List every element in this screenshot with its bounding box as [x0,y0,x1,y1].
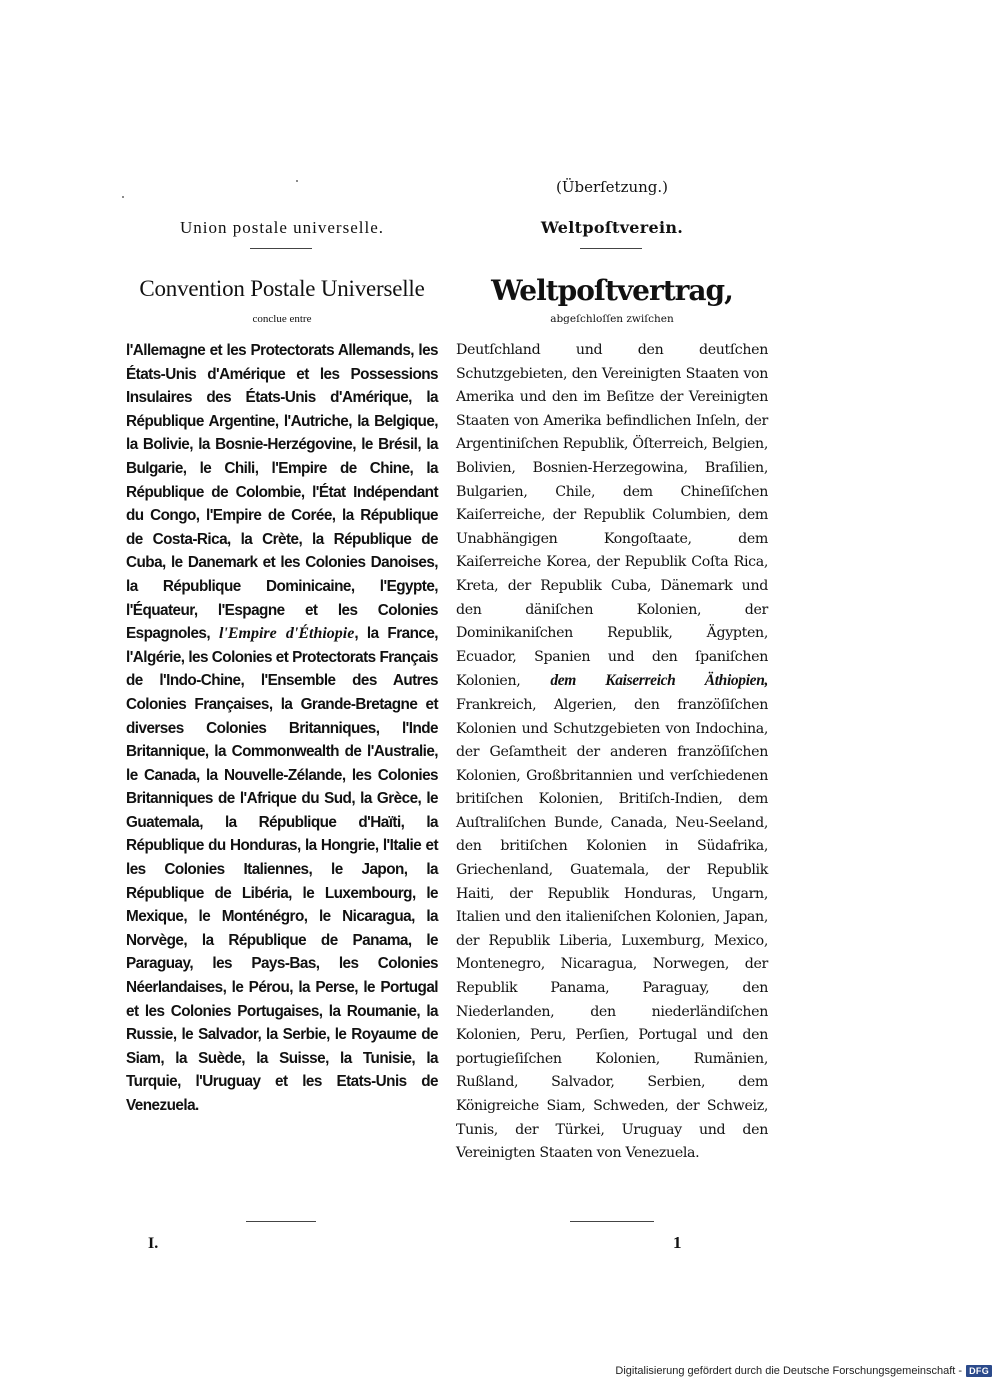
digitization-footer [615,1365,992,1377]
german-page-number: 1 [673,1233,682,1252]
french-body [126,339,438,1118]
german-body [456,339,768,1166]
german-title: Weltpoſtvertrag, [491,274,733,307]
header-divider [250,248,312,249]
footer-credit-text: Digitalisierung gefördert durch die Deutsche Forschungsgemeinschaft - [615,1365,963,1377]
german-body-text-continued: Frankreich, Algerien, den franzöſiſchen Kolonien und Schutzgebieten von Indochina, der Geſamtheit der anderen franzöſiſchen Kolonien, Großbritannien und verſchiedenen britiſchen Kolonien, Britiſch-Indien, dem Auſtraliſchen Bunde, Canada, Neu-Seeland, den britiſchen Kolonien in Südafrika, Griechenland, Guatemala, der Republik Haiti, der Republik Honduras, Ungarn, Italien und den italieniſchen Kolonien, Japan, der Republik Liberia, Luxemburg, Mexico, Montenegro, Nicaragua, Norwegen, der Republik Panama, Paraguay, den Niederlanden, den niederländiſchen Kolonien, Peru, Perſien, Portugal und den portugieſiſchen Kolonien, Rumänien, Rußland, Salvador, Serbien, dem Königreiche Siam, Schweden, der Schweiz, Tunis, der Türkei, Uruguay und den Vereinigten Staaten von Venezuela. [456,696,768,1162]
german-subtitle: abgeſchloſſen zwiſchen [550,313,674,325]
french-body-text: l'Allemagne et les Protectorats Allemands, les États-Unis d'Amérique et les Possessions Insulaires des États-Unis d'Amérique, la République Argentine, l'Autriche, la Belgique, la Bolivie, la Bosnie-Herzégovine, le Brésil, la Bulgarie, le Chili, l'Empire de Chine, la République de Colombie, l'État Indépendant du Congo, l'Empire de Corée, la République de Costa-Rica, la Crète, la République de Cuba, le Danemark et les Colonies Danoises, la République Dominicaine, l'Egypte, l'Équateur, l'Espagne et les Colonies Espagnoles, [126,342,438,643]
dfg-logo: DFG [966,1365,992,1377]
scan-speck [296,180,298,182]
german-header: Weltpoſtverein. [540,218,684,237]
header-divider [580,248,642,249]
scan-speck [122,196,124,198]
french-body-text-continued: , la France, l'Algérie, les Colonies et Protectorats Français de l'Indo-Chine, l'Ensemble des Autres Colonies Françaises, la Grande-Bretagne et diverses Colonies Britanniques, l'Inde Britannique, la Commonwealth de l'Australie, le Canada, la Nouvelle-Zélande, les Colonies Britanniques de l'Afrique du Sud, la Grèce, le Guatemala, la République d'Haïti, la République du Honduras, la Hongrie, l'Italie et les Colonies Italiennes, le Japon, la République de Libéria, le Luxembourg, le Mexique, le Monténégro, le Nicaragua, la Norvège, la République de Panama, le Paraguay, les Pays-Bas, les Colonies Néerlandaises, le Pérou, la Perse, le Portugal et les Colonies Portugaises, la Roumanie, la Russie, le Salvador, la Serbie, le Royaume de Siam, la Suède, la Suisse, la Tunisie, la Turquie, l'Uruguay et les Etats-Unis de Venezuela. [126,625,439,1114]
french-title: Convention Postale Universelle [139,276,425,301]
french-page-number: I. [148,1235,159,1252]
french-header: Union postale universelle. [180,218,384,237]
german-body-italic: dem Kaiserreich Äthiopien, [550,672,768,690]
translation-note: (Überſetzung.) [555,178,669,196]
closing-divider [246,1221,316,1222]
german-body-text: Deutſchland und den deutſchen Schutzgebieten, den Vereinigten Staaten von Amerika und den im Beſitze der Vereinigten Staaten von Amerika befindlichen Inſeln, der Argentiniſchen Republik, Öſterreich, Belgien, Bolivien, Bosnien-Herzegowina, Braſilien, Bulgarien, Chile, dem Chineſiſchen Kaiſerreiche, der Republik Columbien, dem Unabhängigen Kongoſtaate, dem Kaiſerreiche Korea, der Republik Coſta Rica, Kreta, der Republik Cuba, Dänemark und den däniſchen Kolonien, der Dominikaniſchen Republik, Ägypten, Ecuador, Spanien und den ſpaniſchen Kolonien, [456,342,768,690]
french-subtitle: conclue entre [252,313,312,325]
french-body-italic: l'Empire d'Éthiopie [218,625,355,643]
closing-divider [570,1221,654,1222]
